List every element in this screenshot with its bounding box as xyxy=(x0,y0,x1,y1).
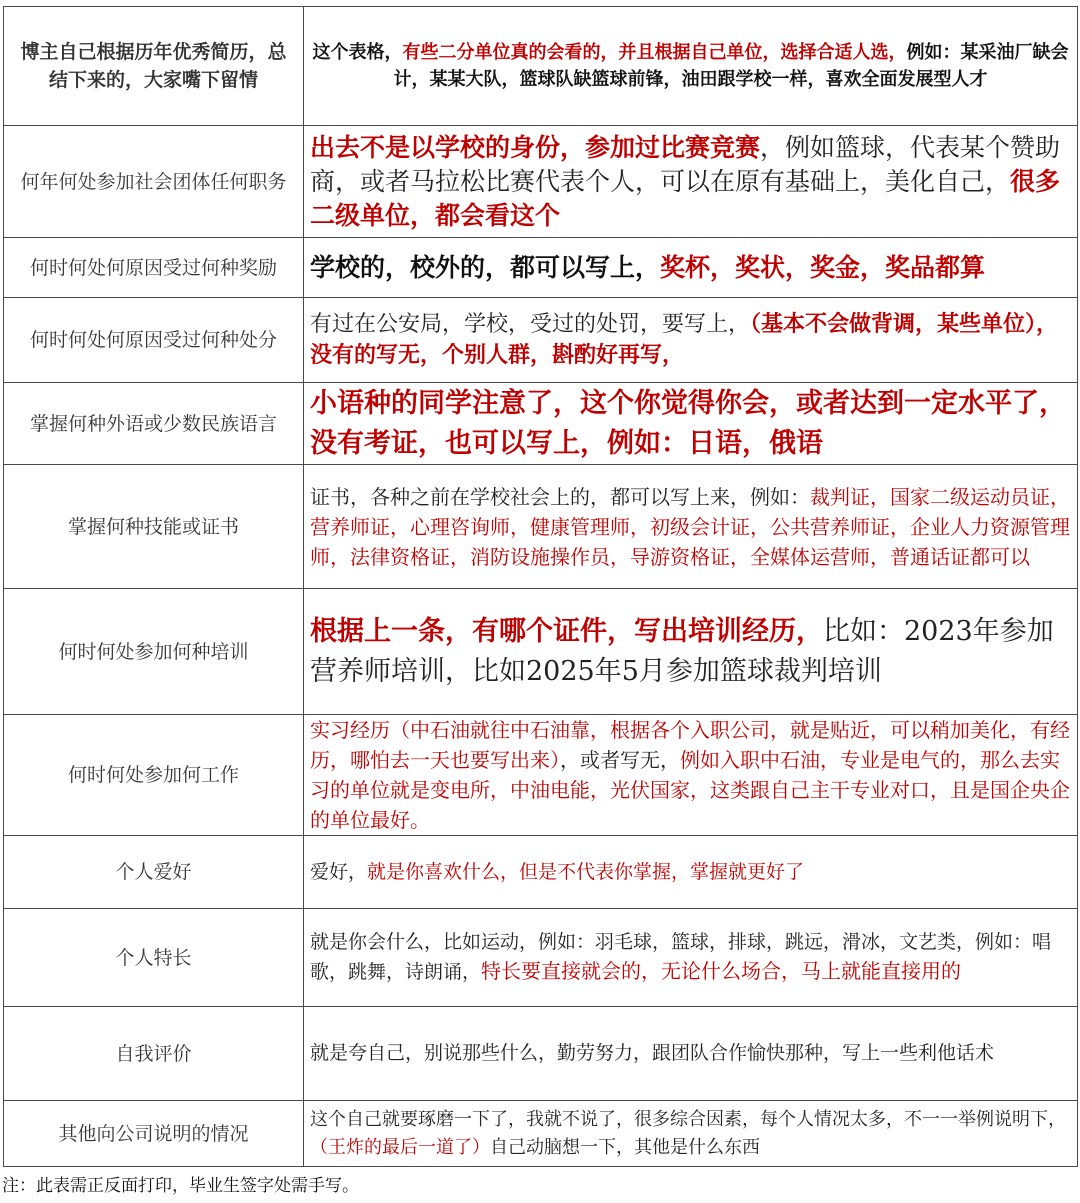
row-text-highlight: 根据上一条，有哪个证件，写出培训经历， xyxy=(310,615,823,647)
row-text: ，或者写无， xyxy=(560,748,680,772)
header-left-cell xyxy=(4,7,304,126)
footnote: 注：此表需正反面打印，毕业生签字处需手写。 xyxy=(2,1176,359,1196)
row-text: 证书，各种之前在学校社会上的，都可以写上来，例如： xyxy=(310,484,810,509)
row-label: 何年何处参加社会团体任何职务 xyxy=(4,126,304,238)
row-content xyxy=(304,589,1078,715)
row-label: 掌握何种外语或少数民族语言 xyxy=(4,383,304,465)
row-text-highlight: 实习经历（中石油就往中石油靠，根据各个入职公司，就是贴近，可以稍加美化，有经历，哪怕去一天也要写出来） xyxy=(310,718,1070,772)
table-row xyxy=(4,465,1078,589)
row-text: 这个自己就要琢磨一下了，我就不说了，很多综合因素，每个人情况太多，不一一举例说明下， xyxy=(310,1108,1066,1130)
row-text-highlight: 出去不是以学校的身份，参加过比赛竞赛 xyxy=(310,132,761,162)
header-right-text-a: 这个表格， xyxy=(312,42,403,63)
row-text: 自己动脑想一下，其他是什么东西 xyxy=(490,1136,760,1158)
row-content xyxy=(304,1007,1078,1101)
row-text-highlight: （王炸的最后一道了） xyxy=(310,1136,490,1158)
row-text-highlight: 奖杯，奖状，奖金，奖品都算 xyxy=(660,252,986,282)
row-text-highlight: 特长要直接就会的，无论什么场合，马上就能直接用的 xyxy=(481,959,962,983)
row-label: 自我评价 xyxy=(4,1007,304,1101)
row-content xyxy=(304,715,1078,836)
row-label: 个人爱好 xyxy=(4,836,304,909)
table-row xyxy=(4,715,1078,836)
row-content xyxy=(304,465,1078,589)
row-label: 掌握何种技能或证书 xyxy=(4,465,304,589)
table-row xyxy=(4,836,1078,909)
header-row xyxy=(4,7,1078,126)
row-content xyxy=(304,126,1078,238)
header-left-text: 博主自己根据历年优秀简历，总结下来的，大家嘴下留情 xyxy=(20,41,287,91)
header-right-cell xyxy=(304,7,1078,126)
table-row xyxy=(4,909,1078,1007)
row-text-highlight: 裁判证，国家二级运动员证，营养师证，心理咨询师，健康管理师，初级会计证，公共营养师证，企业人力资源管理师，法律资格证，消防设施操作员，导游资格证，全媒体运营师，普通话证都可以 xyxy=(310,484,1070,569)
row-content xyxy=(304,909,1078,1007)
row-label: 何时何处参加何种培训 xyxy=(4,589,304,715)
table-row xyxy=(4,383,1078,465)
table-row xyxy=(4,1007,1078,1101)
table-row xyxy=(4,238,1078,298)
row-text: 爱好， xyxy=(310,860,368,883)
row-text-highlight: 很多二级单位，都会看这个 xyxy=(310,166,1061,230)
row-content xyxy=(304,1101,1078,1167)
row-content xyxy=(304,238,1078,298)
row-content xyxy=(304,836,1078,909)
header-right-text-b: 有些二分单位真的会看的，并且根据自己单位，选择合适人选， xyxy=(402,42,907,63)
header-right-text-c: 例如：某采油厂缺会计，某某大队，篮球队缺篮球前锋，油田跟学校一样，喜欢全面发展型人才 xyxy=(393,42,1069,90)
row-text-highlight: （基本不会做背调，某些单位），没有的写无，个别人群，斟酌好再写， xyxy=(310,311,1059,368)
row-label: 何时何处何原因受过何种奖励 xyxy=(4,238,304,298)
row-label: 其他向公司说明的情况 xyxy=(4,1101,304,1167)
row-text: 比如：2023年参加营养师培训，比如2025年5月参加篮球裁判培训 xyxy=(310,615,1054,687)
row-text-highlight: 小语种的同学注意了，这个你觉得你会，或者达到一定水平了，没有考证，也可以写上，例如：日语，俄语 xyxy=(310,387,1066,459)
row-label: 个人特长 xyxy=(4,909,304,1007)
table-row xyxy=(4,589,1078,715)
row-text-highlight: 例如入职中石油，专业是电气的，那么去实习的单位就是变电所，中油电能，光伏国家，这类跟自己主干专业对口，且是国企央企的单位最好。 xyxy=(310,748,1070,832)
row-text: ，例如篮球，代表某个赞助商，或者马拉松比赛代表个人，可以在原有基础上，美化自己， xyxy=(310,132,1061,196)
row-text: 就是夸自己，别说那些什么，勤劳努力，跟团队合作愉快那种，写上一些利他话术 xyxy=(310,1042,995,1064)
row-text: 学校的，校外的，都可以写上， xyxy=(310,252,661,282)
table-row xyxy=(4,1101,1078,1167)
row-content xyxy=(304,383,1078,465)
resume-guide-table xyxy=(3,6,1078,1167)
table-row xyxy=(4,126,1078,238)
row-text: 就是你会什么，比如运动，例如：羽毛球，篮球，排球，跳远，滑冰，文艺类，例如：唱歌，跳舞，诗朗诵， xyxy=(310,931,1052,983)
row-text-highlight: 就是你喜欢什么，但是不代表你掌握，掌握就更好了 xyxy=(367,860,805,883)
row-content xyxy=(304,298,1078,383)
row-label: 何时何处何原因受过何种处分 xyxy=(4,298,304,383)
row-label: 何时何处参加何工作 xyxy=(4,715,304,836)
table-row xyxy=(4,298,1078,383)
row-text: 有过在公安局，学校，受过的处罚，要写上， xyxy=(310,312,751,337)
